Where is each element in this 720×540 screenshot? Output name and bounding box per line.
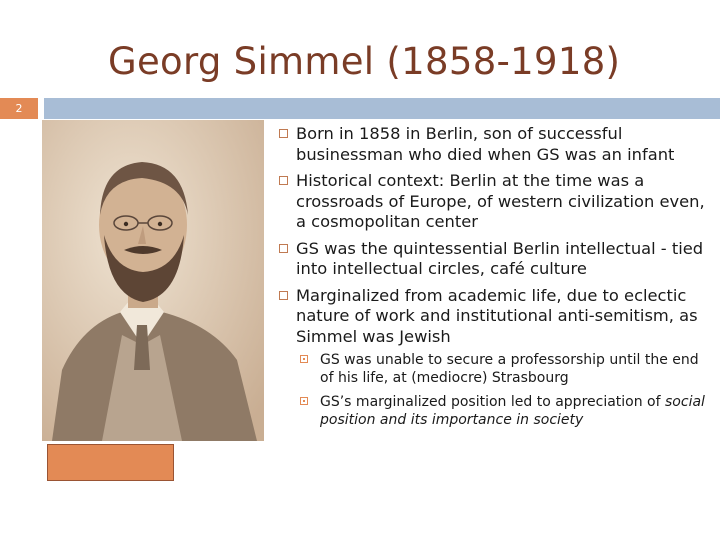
- bullet-item: [277, 124, 707, 165]
- sub-bullet-italic-text: social position and its importance in society: [320, 394, 705, 428]
- title-underline-bar: [44, 98, 720, 119]
- bullet-list: [277, 124, 707, 429]
- square-bullet-icon: [279, 129, 288, 138]
- slide-content: [277, 124, 707, 435]
- decorative-orange-box: [47, 444, 174, 481]
- square-bullet-icon: [279, 291, 288, 300]
- slide-number: 2: [0, 98, 38, 119]
- bullet-text: Marginalized from academic life, due to eclectic nature of work and institutional anti-semitism, as Simmel was Jewish: [296, 285, 698, 346]
- bullet-text: Born in 1858 in Berlin, son of successful businessman who died when GS was an infant: [296, 124, 675, 164]
- bullet-item: [277, 286, 707, 430]
- filled-square-bullet-icon: [300, 397, 308, 405]
- portrait-illustration: [42, 120, 264, 441]
- square-bullet-icon: [279, 176, 288, 185]
- bullet-item: [277, 171, 707, 233]
- sub-bullet-list: [296, 351, 707, 429]
- filled-square-bullet-icon: [300, 355, 308, 363]
- bullet-text: Historical context: Berlin at the time was a crossroads of Europe, of western civilization even, a cosmopolitan center: [296, 171, 705, 231]
- sub-bullet-text: GS’s marginalized position led to appreciation of: [320, 394, 666, 410]
- slide-title: Georg Simmel (1858-1918): [108, 40, 621, 83]
- portrait-photo: [42, 120, 264, 441]
- sub-bullet-text: GS was unable to secure a professorship until the end of his life, at (mediocre) Strasbourg: [320, 352, 699, 386]
- square-bullet-icon: [279, 244, 288, 253]
- bullet-text: GS was the quintessential Berlin intellectual - tied into intellectual circles, café culture: [296, 238, 704, 278]
- bullet-item: [277, 239, 707, 280]
- sub-bullet-item: [296, 393, 707, 429]
- sub-bullet-item: [296, 351, 707, 387]
